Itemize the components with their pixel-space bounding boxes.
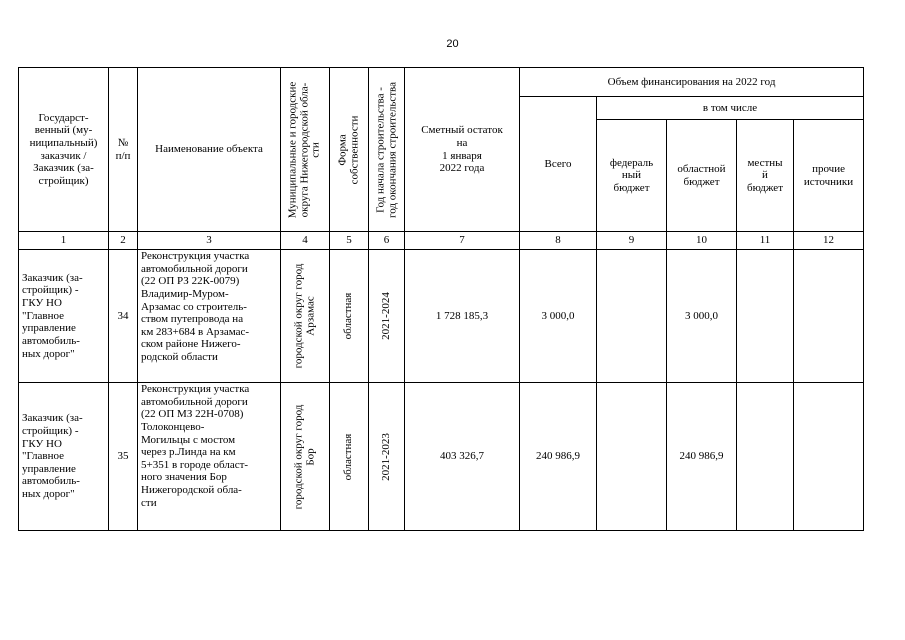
table-row [19,383,864,531]
row-federal [597,383,667,531]
column-number: 12 [794,232,864,250]
row-number: 34 [109,250,138,383]
header-total: Всего [520,97,597,232]
row-regional: 240 986,9 [667,383,737,531]
column-number: 1 [19,232,109,250]
row-municipality: городской округ город Бор [281,383,330,531]
header-municipality: Муниципальные и городские округа Нижегородской обла- сти [281,68,330,232]
row-number: 35 [109,383,138,531]
column-number: 2 [109,232,138,250]
row-other [794,250,864,383]
header-customer: Государст- венный (му- ниципальный) заказчик / Заказчик (за- стройщик) [19,68,109,232]
header-including: в том числе [597,97,864,120]
row-total: 3 000,0 [520,250,597,383]
page-number: 20 [446,38,459,50]
row-local [737,250,794,383]
column-number: 9 [597,232,667,250]
row-local [737,383,794,531]
row-remaining-balance: 403 326,7 [405,383,520,531]
column-number: 6 [369,232,405,250]
row-federal [597,250,667,383]
row-customer: Заказчик (за- стройщик) - ГКУ НО "Главное управление автомобиль- ных дорог" [19,383,109,531]
column-number: 5 [330,232,369,250]
column-number: 8 [520,232,597,250]
row-regional: 3 000,0 [667,250,737,383]
row-ownership: областная [330,383,369,531]
row-object-name: Реконструкция участка автомобильной дороги (22 ОП МЗ 22Н-0708) Толоконцево- Могильцы с мостом через р.Линда на км 5+351 в городе област- ного значения Бор Нижегородской обла- сти [138,383,281,531]
column-number: 3 [138,232,281,250]
header-ownership: Форма собственности [330,68,369,232]
header-regional-budget: областной бюджет [667,120,737,232]
header-object-name: Наименование объекта [138,68,281,232]
header-financing: Объем финансирования на 2022 год [520,68,864,97]
header-number: № п/п [109,68,138,232]
header-local-budget: местны й бюджет [737,120,794,232]
financing-table [18,67,864,531]
header-federal-budget: федераль ный бюджет [597,120,667,232]
column-number: 7 [405,232,520,250]
row-total: 240 986,9 [520,383,597,531]
column-number-row [19,232,864,250]
header-years: Год начала строительства - год окончания строительства [369,68,405,232]
row-municipality: городской округ город Арзамас [281,250,330,383]
row-years: 2021-2024 [369,250,405,383]
column-number: 10 [667,232,737,250]
row-customer: Заказчик (за- стройщик) - ГКУ НО "Главное управление автомобиль- ных дорог" [19,250,109,383]
column-number: 4 [281,232,330,250]
column-number: 11 [737,232,794,250]
row-object-name: Реконструкция участка автомобильной дороги (22 ОП РЗ 22К-0079) Владимир-Муром- Арзамас со строитель- ством путепровода на км 283+684 в Арзамас- ском районе Нижего- родской области [138,250,281,383]
header-other-sources: прочие источники [794,120,864,232]
row-other [794,383,864,531]
row-remaining-balance: 1 728 185,3 [405,250,520,383]
table-row [19,250,864,383]
row-ownership: областная [330,250,369,383]
header-remaining-balance: Сметный остаток на 1 января 2022 года [405,68,520,232]
row-years: 2021-2023 [369,383,405,531]
